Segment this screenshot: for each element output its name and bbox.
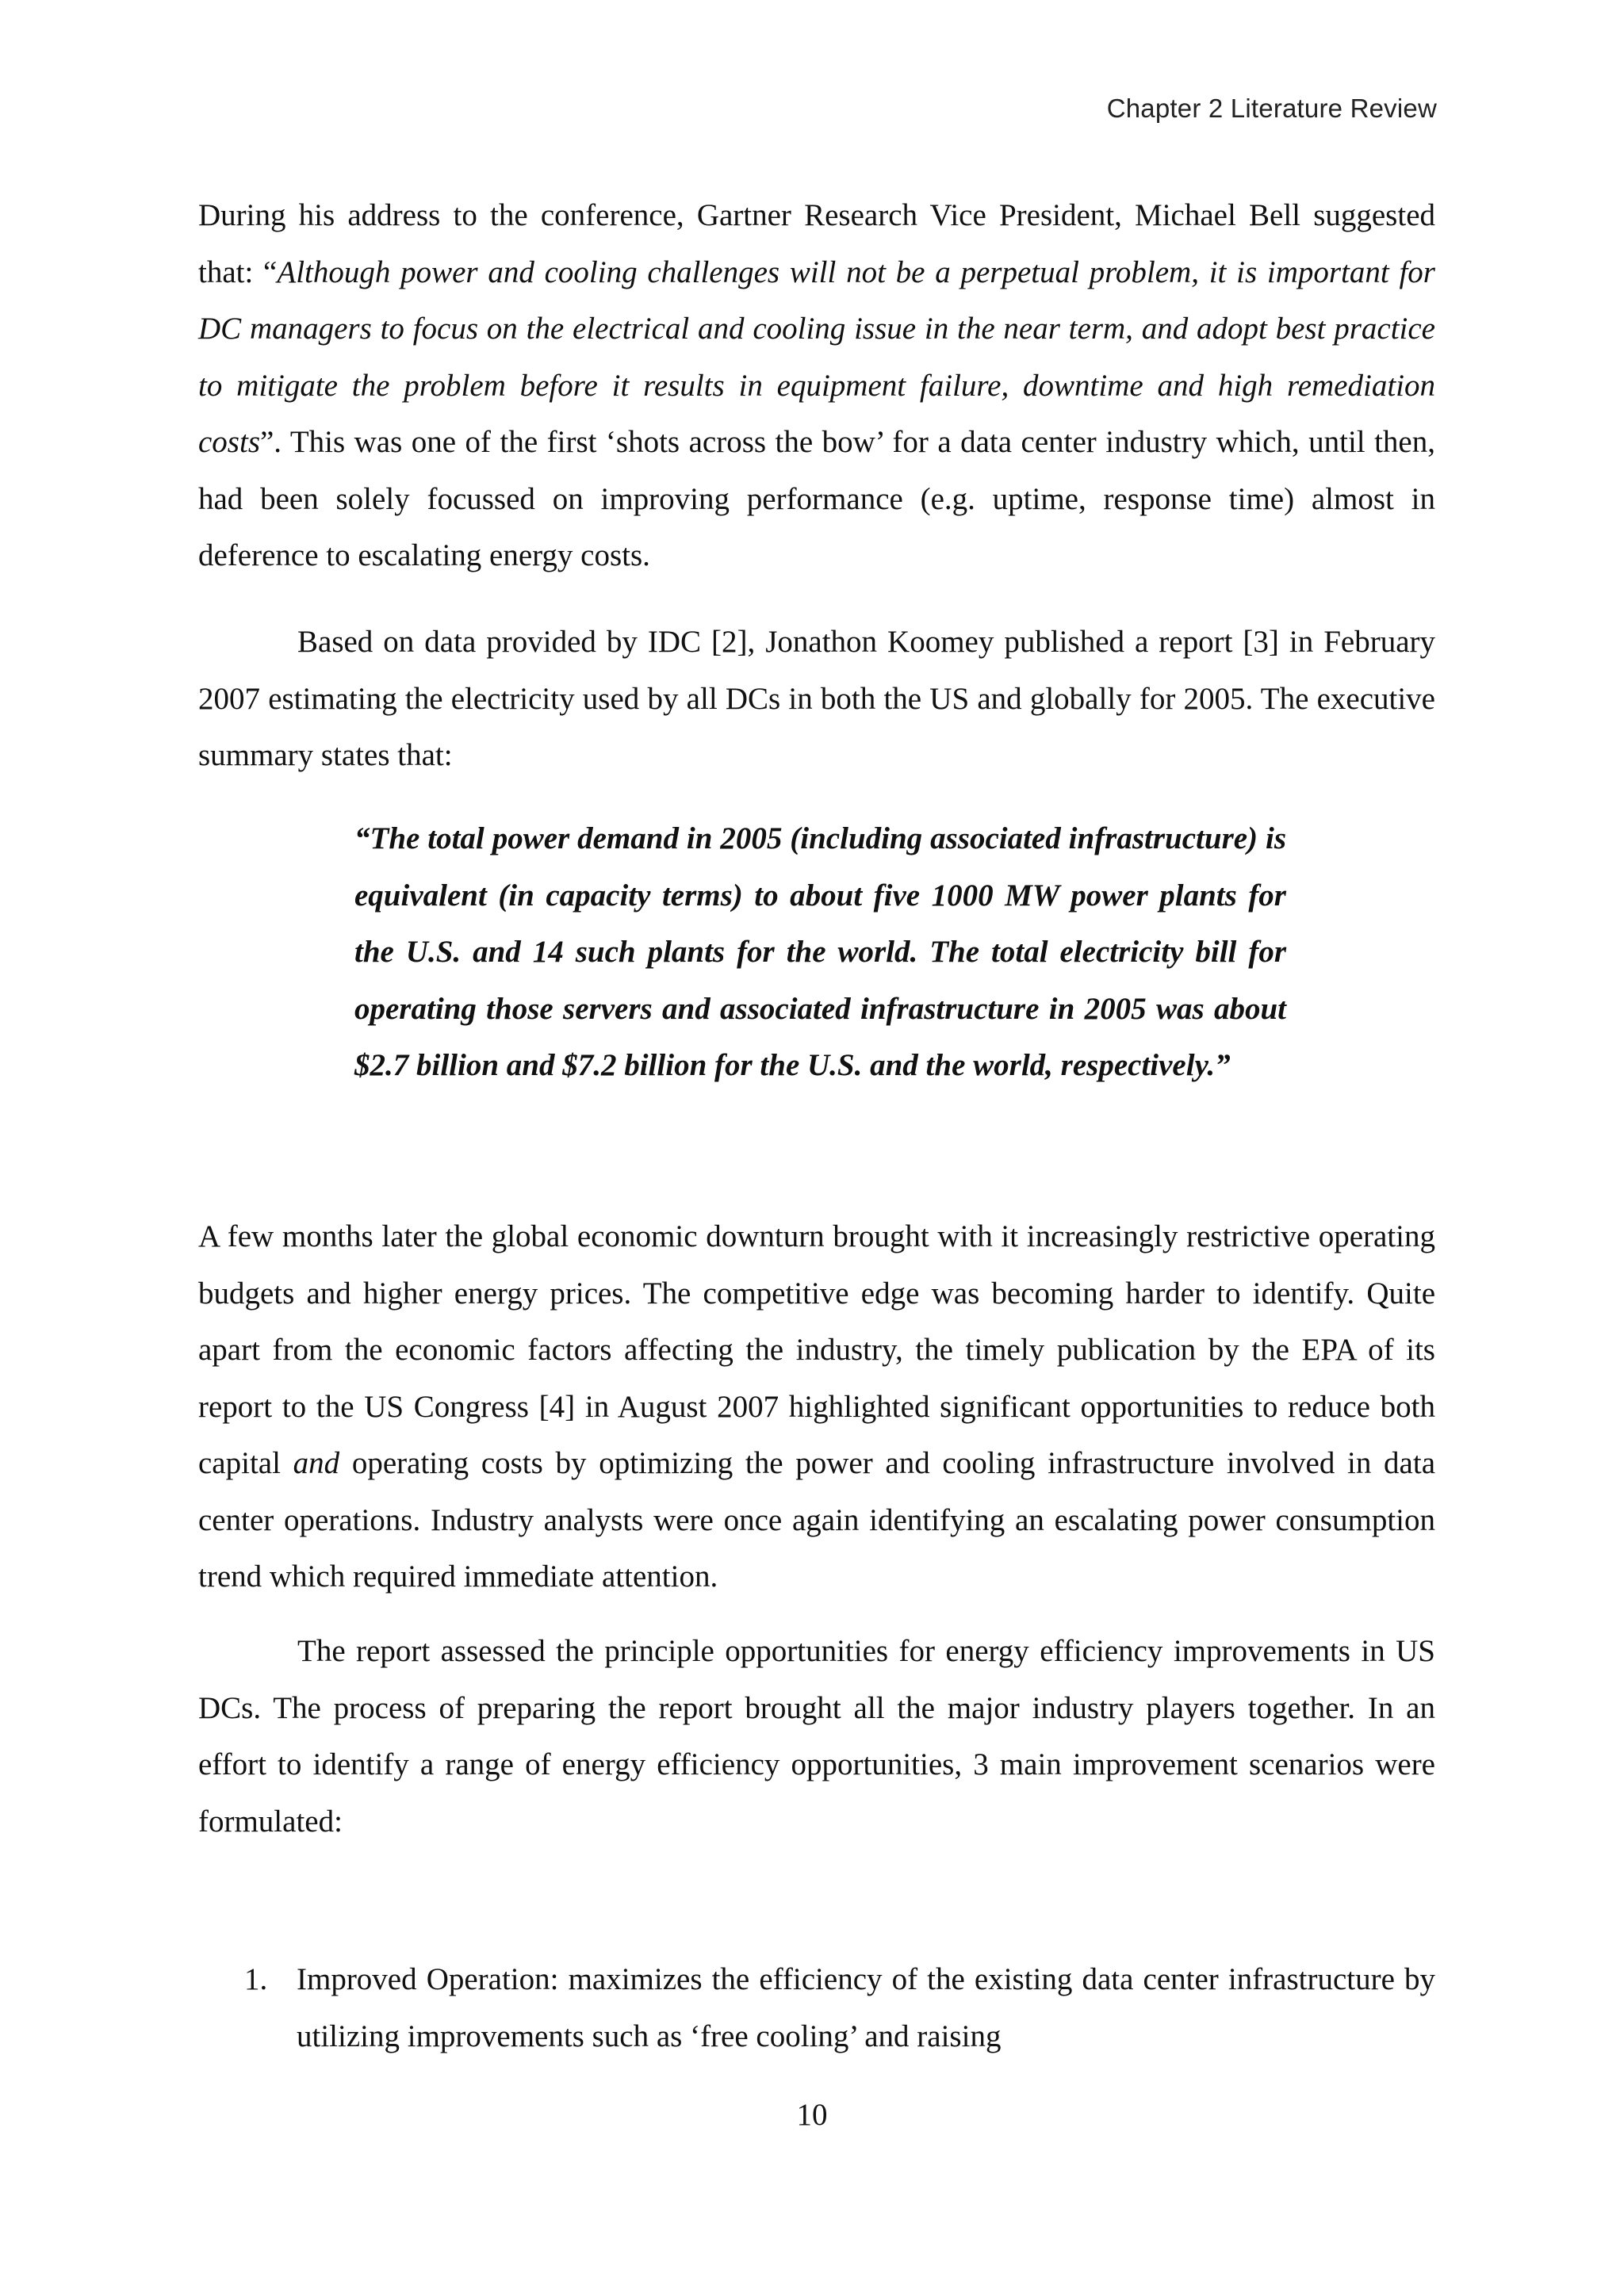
paragraph-downturn-before: A few months later the global economic downturn brought with it increasingly restrictive operating budgets and higher energy prices. The competitive edge was becoming harder to identify. Quite apart from the economic factors affecting the industry, the timely publication by the EPA of its report to the US Congress [4] in August 2007 highlighted significant opportunities to reduce both capital <box>198 1219 1435 1480</box>
paragraph-gartner-lead: During his address to the conference, Gartner Research Vice President, Michael Bell suggested that: “ <box>198 198 1435 289</box>
list-item <box>244 1951 1435 2064</box>
paragraph-report-assessment: The report assessed the principle opportunities for energy efficiency improvements in US DCs. The process of preparing the report brought all the major industry players together. In an effort to identify a range of energy efficiency opportunities, 3 main improvement scenarios were formulated: <box>198 1634 1435 1839</box>
page-number: 10 <box>796 2098 828 2132</box>
running-header: Chapter 2 Literature Review <box>1106 94 1437 123</box>
paragraph-downturn-after: operating costs by optimizing the power and cooling infrastructure involved in data center operations. Industry analysts were once again identifying an escalating power consumption trend which required immediate attention. <box>198 1446 1436 1594</box>
emphasis-and: and <box>293 1446 340 1480</box>
executive-summary-quote: “The total power demand in 2005 (including associated infrastructure) is equivalent (in capacity terms) to about five 1000 MW power plants for the U.S. and 14 such plants for the world. The total electricity bill for operating those servers and associated infrastructure in 2005 was about $2.7 billion and $7.2 billion for the U.S. and the world, respectively.” <box>354 821 1286 1082</box>
michael-bell-quote: Although power and cooling challenges will not be a perpetual problem, it is important for DC managers to focus on the electrical and cooling issue in the near term, and adopt best practice to mitigate the problem before it results in equipment failure, downtime and high remediation costs <box>198 254 1435 459</box>
list-item-number: 1. <box>244 1962 268 1996</box>
improvement-scenarios-list <box>244 1951 1435 2064</box>
paragraph-economic-downturn <box>198 1208 1435 1605</box>
list-item-text: Improved Operation: maximizes the efficiency of the existing data center infrastructure by utilizing improvements such as ‘free cooling’ and raising <box>297 1962 1435 2053</box>
paragraph-koomey-report: Based on data provided by IDC [2], Jonathon Koomey published a report [3] in February 2007 estimating the electricity used by all DCs in both the US and globally for 2005. The executive summary states that: <box>198 625 1435 772</box>
paragraph-gartner-address <box>198 187 1435 584</box>
paragraph-gartner-tail: ”. This was one of the first ‘shots across the bow’ for a data center industry which, until then, had been solely focussed on improving performance (e.g. uptime, response time) almost in deference to escalating energy costs. <box>198 425 1435 572</box>
